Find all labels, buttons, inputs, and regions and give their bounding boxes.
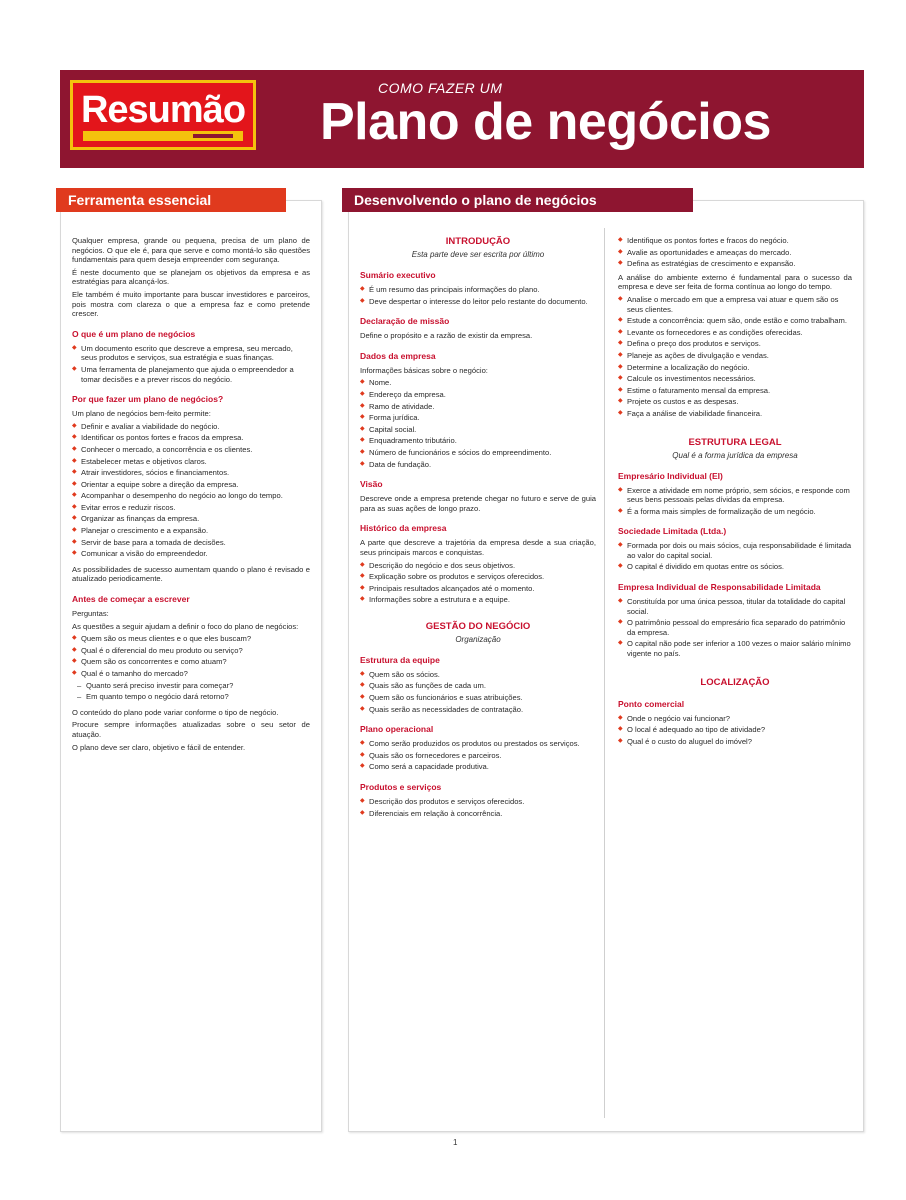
subheading: Antes de começar a escrever (72, 594, 190, 605)
subheading: Histórico da empresa (360, 523, 447, 534)
bullet-item: ◆ Uma ferramenta de planejamento que ajuda o empreendedor a tomar decisões e a prever riscos do negócio. (72, 365, 310, 384)
bullet-item: ◆ Descrição dos produtos e serviços oferecidos. (360, 797, 596, 807)
bullet-item: ◆ Quais são os fornecedores e parceiros. (360, 751, 596, 761)
paragraph: A análise do ambiente externo é fundamental para o sucesso da empresa e deve ser feita de forma contínua ao longo do tempo. (618, 272, 852, 292)
bullet-item: ◆ Quem são os sócios. (360, 670, 596, 680)
paragraph: Informações básicas sobre o negócio: (360, 365, 488, 375)
bullet-item: ◆ Qual é o diferencial do meu produto ou serviço? (72, 646, 310, 656)
bullet-item: ◆ Ramo de atividade. (360, 402, 596, 412)
bullet-item: ◆ Estabelecer metas e objetivos claros. (72, 457, 310, 467)
bullet-item: ◆ Exerce a atividade em nome próprio, sem sócios, e responde com seus bens pessoais pelas dívidas da empresa. (618, 486, 852, 505)
section-heading: INTRODUÇÃO (445, 236, 511, 247)
bullet-item: ◆ Analise o mercado em que a empresa vai atuar e quem são os seus clientes. (618, 295, 852, 314)
page-title: Plano de negócios (320, 93, 771, 151)
bullet-item: ◆ Definir e avaliar a viabilidade do negócio. (72, 422, 310, 432)
bullet-item: ◆ Projete os custos e as despesas. (618, 397, 852, 407)
subheading: Ponto comercial (618, 698, 685, 709)
bullet-item: ◆ Forma jurídica. (360, 413, 596, 423)
subheading: O que é um plano de negócios (72, 328, 196, 339)
paragraph: Ele também é muito importante para buscar investidores e parceiros, pois mostra com clareza o que a empresa faz e como pretende crescer. (72, 289, 310, 319)
section-subtitle: Esta parte deve ser escrita por último (411, 250, 545, 259)
bullet-item: ◆ O capital é dividido em quotas entre os sócios. (618, 562, 852, 572)
bullet-item: ◆ Estude a concorrência: quem são, onde estão e como trabalham. (618, 316, 852, 326)
subheading: Plano operacional (360, 724, 434, 735)
header-banner (60, 70, 864, 168)
bullet-item: ◆ Organizar as finanças da empresa. (72, 514, 310, 524)
bullet-item: ◆ Um documento escrito que descreve a empresa, seu mercado, seus produtos e serviços, sua estratégia e suas finanças. (72, 344, 310, 363)
bullet-item: ◆ Diferenciais em relação à concorrência. (360, 809, 596, 819)
resumao-logo (70, 80, 256, 150)
bullet-item: ◆ Levante os fornecedores e as condições oferecidas. (618, 328, 852, 338)
section-heading: ESTRUTURA LEGAL (688, 436, 782, 448)
logo-text: Resumão (80, 89, 246, 131)
subheading: Produtos e serviços (360, 782, 442, 793)
paragraph: As questões a seguir ajudam a definir o foco do plano de negócios: (72, 621, 299, 631)
bullet-item: ◆ Quem são os concorrentes e como atuam? (72, 657, 310, 667)
bullet-item: ◆ Atrair investidores, sócios e financiamentos. (72, 468, 310, 478)
subheading: Estrutura da equipe (360, 654, 440, 665)
bullet-item: ◆ Defina as estratégias de crescimento e expansão. (618, 259, 852, 269)
bullet-item: ◆ Identificar os pontos fortes e fracos da empresa. (72, 433, 310, 443)
bullet-item: ◆ Quem são os meus clientes e o que eles buscam? (72, 634, 310, 644)
bullet-item: ◆ Planeje as ações de divulgação e vendas. (618, 351, 852, 361)
subheading: Sumário executivo (360, 270, 436, 280)
bullet-item: ◆ Quais serão as necessidades de contratação. (360, 705, 596, 715)
right-column (618, 236, 852, 1116)
bullet-item: ◆ O patrimônio pessoal do empresário fica separado do patrimônio da empresa. (618, 618, 852, 637)
bullet-item: ◆ Acompanhar o desempenho do negócio ao longo do tempo. (72, 491, 310, 501)
bullet-item: ◆ Como serão produzidos os produtos ou prestados os serviços. (360, 739, 596, 749)
bullet-item: ◆ Estime o faturamento mensal da empresa. (618, 386, 852, 396)
bullet-item: ◆ Enquadramento tributário. (360, 436, 596, 446)
bullet-item: ◆ Formada por dois ou mais sócios, cuja responsabilidade é limitada ao valor do capital social. (618, 541, 852, 560)
subheading: Sociedade Limitada (Ltda.) (618, 526, 727, 537)
bullet-item: ◆ O capital não pode ser inferior a 100 vezes o maior salário mínimo vigente no país. (618, 639, 852, 658)
dash-item: – Em quanto tempo o negócio dará retorno? (72, 692, 310, 702)
section-tab-right: Desenvolvendo o plano de negócios (342, 188, 693, 212)
paragraph: Um plano de negócios bem-feito permite: (72, 409, 211, 419)
subheading: Por que fazer um plano de negócios? (72, 394, 224, 405)
column-divider (604, 228, 605, 1118)
bullet-item: ◆ Determine a localização do negócio. (618, 363, 852, 373)
bullet-item: ◆ Avalie as oportunidades e ameaças do mercado. (618, 248, 852, 258)
bullet-item: ◆ Conhecer o mercado, a concorrência e os clientes. (72, 445, 310, 455)
bullet-item: ◆ Calcule os investimentos necessários. (618, 374, 852, 384)
bullet-item: ◆ Data de fundação. (360, 460, 596, 470)
bullet-item: ◆ Principais resultados alcançados até o momento. (360, 584, 596, 594)
bullet-item: ◆ Quais são as funções de cada um. (360, 681, 596, 691)
paragraph: Procure sempre informações atualizadas sobre o seu setor de atuação. (72, 720, 310, 739)
subheading: Visão (360, 479, 383, 490)
bullet-item: ◆ Servir de base para a tomada de decisões. (72, 538, 310, 548)
subheading: Declaração de missão (360, 316, 450, 327)
paragraph: As possibilidades de sucesso aumentam quando o plano é revisado e atualizado periodicamente. (72, 564, 310, 584)
bullet-item: ◆ Planejar o crescimento e a expansão. (72, 526, 310, 536)
section-subtitle: Organização (455, 634, 501, 644)
bullet-item: ◆ Qual é o tamanho do mercado? (72, 669, 310, 679)
bullet-item: ◆ Deve despertar o interesse do leitor pelo restante do documento. (360, 297, 596, 307)
section-heading: GESTÃO DO NEGÓCIO (425, 620, 531, 632)
bullet-item: ◆ Faça a análise de viabilidade financeira. (618, 409, 852, 419)
bullet-item: ◆ Constituída por uma única pessoa, titular da totalidade do capital social. (618, 597, 852, 616)
paragraph: Perguntas: (72, 609, 109, 619)
paragraph: É neste documento que se planejam os objetivos da empresa e as estratégias para alcançá-los. (72, 267, 310, 287)
bullet-item: ◆ Identifique os pontos fortes e fracos do negócio. (618, 236, 852, 246)
bullet-item: ◆ É a forma mais simples de formalização de um negócio. (618, 507, 852, 517)
bullet-item: ◆ Número de funcionários e sócios do empreendimento. (360, 448, 596, 458)
paragraph: O conteúdo do plano pode variar conforme o tipo de negócio. (72, 707, 279, 717)
paragraph: Define o propósito e a razão de existir da empresa. (360, 331, 533, 341)
bullet-item: ◆ Orientar a equipe sobre a direção da empresa. (72, 480, 310, 490)
bullet-item: ◆ Evitar erros e reduzir riscos. (72, 503, 310, 513)
bullet-item: ◆ Defina o preço dos produtos e serviços. (618, 339, 852, 349)
middle-column (360, 236, 596, 1116)
subheading: Dados da empresa (360, 350, 436, 361)
dash-item: – Quanto será preciso investir para começar? (72, 681, 310, 691)
logo-bar (83, 131, 243, 141)
bullet-item: ◆ Informações sobre a estrutura e a equipe. (360, 595, 596, 605)
paragraph: O plano deve ser claro, objetivo e fácil de entender. (72, 742, 246, 752)
bullet-item: ◆ Quem são os funcionários e suas atribuições. (360, 693, 596, 703)
bullet-item: ◆ Qual é o custo do aluguel do imóvel? (618, 737, 852, 747)
bullet-item: ◆ Nome. (360, 378, 596, 388)
bullet-item: ◆ O local é adequado ao tipo de atividade? (618, 725, 852, 735)
paragraph: Qualquer empresa, grande ou pequena, precisa de um plano de negócios. O que ele é, para que serve e como montá-lo são questões fundamentais para quem deseja empreender com segurança. (72, 236, 310, 265)
bullet-item: ◆ Descrição do negócio e dos seus objetivos. (360, 561, 596, 571)
left-column (72, 236, 310, 1116)
bullet-item: ◆ É um resumo das principais informações do plano. (360, 285, 596, 295)
bullet-item: ◆ Endereço da empresa. (360, 390, 596, 400)
paragraph: A parte que descreve a trajetória da empresa desde a sua criação, seus principais marcos e conquistas. (360, 538, 596, 557)
bullet-item: ◆ Capital social. (360, 425, 596, 435)
bullet-item: ◆ Comunicar a visão do empreendedor. (72, 549, 310, 559)
section-subtitle: Qual é a forma jurídica da empresa (672, 450, 798, 460)
section-tab-left: Ferramenta essencial (56, 188, 286, 212)
bullet-item: ◆ Como será a capacidade produtiva. (360, 762, 596, 772)
subheading: Empresário Individual (EI) (618, 470, 723, 481)
paragraph: Descreve onde a empresa pretende chegar no futuro e serve de guia para as suas ações de longo prazo. (360, 494, 596, 513)
bullet-item: ◆ Onde o negócio vai funcionar? (618, 714, 852, 724)
pretitle: COMO FAZER UM (378, 80, 503, 96)
page-number: 1 (453, 1138, 458, 1147)
subheading: Empresa Individual de Responsabilidade Limitada (618, 582, 821, 593)
bullet-item: ◆ Explicação sobre os produtos e serviços oferecidos. (360, 572, 596, 582)
section-heading: LOCALIZAÇÃO (700, 676, 770, 688)
